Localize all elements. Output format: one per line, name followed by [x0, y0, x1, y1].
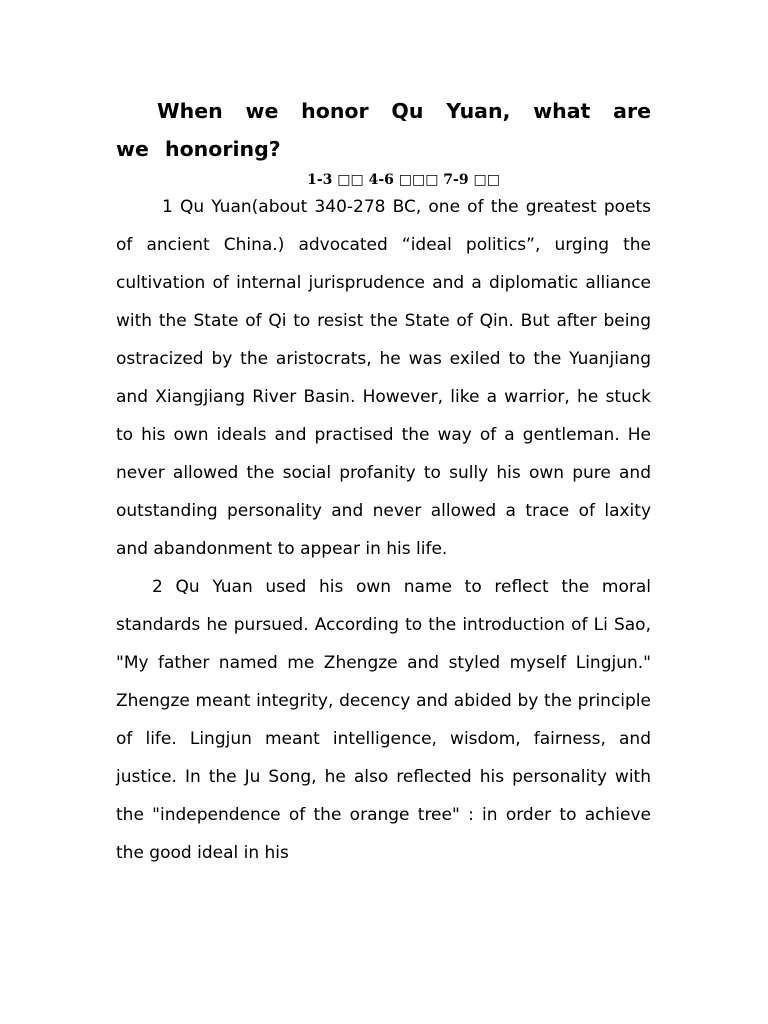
paragraph-2: 2 Qu Yuan used his own name to reflect the moral standards he pursued. According to the introduction of Li Sao, "My father named me Zhengze and styled myself Lingjun." Zhengze meant integrity, decency and abided by the principle of life. Lingjun meant intelligence, wisdom, fairness, and justice. In the Ju Song, he also reflected his personality with the "independence of the orange tree" : in order to achieve the good ideal in his [116, 577, 651, 863]
paragraph-1: 1 Qu Yuan(about 340-278 BC, one of the greatest poets of ancient China.) advocated “ideal politics”, urging the cultivation of internal jurisprudence and a diplomatic alliance with the State of Qi to resist the State of Qin. But after being ostracized by the aristocrats, he was exiled to the Yuanjiang and Xiangjiang River Basin. However, like a warrior, he stuck to his own ideals and practised the way of a gentleman. He never allowed the social profanity to sully his own pure and outstanding personality and never allowed a trace of laxity and abandonment to appear in his life. [116, 197, 651, 559]
document-body [116, 188, 651, 872]
document-subtitle: 1-3 □□ 4-6 □□□ 7-9 □□ [307, 172, 500, 188]
document-title: When we honor Qu Yuan, what are we honoring? [116, 99, 651, 161]
